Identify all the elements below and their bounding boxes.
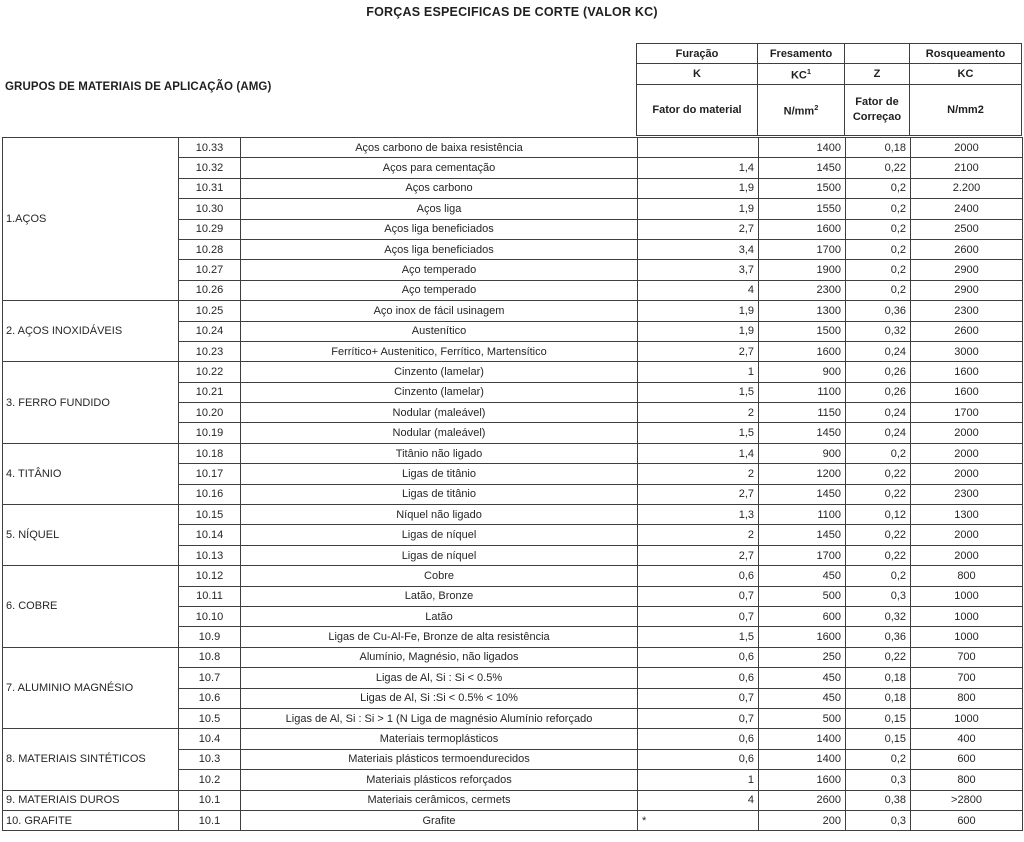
z-factor-cell: 0,32 — [846, 321, 911, 341]
k-factor-cell: 1,4 — [638, 443, 759, 463]
z-factor-cell: 0,2 — [846, 566, 911, 586]
z-factor-cell: 0,2 — [846, 199, 911, 219]
symbol-header-row — [637, 64, 1022, 85]
groups-header-label: GRUPOS DE MATERIAIS DE APLICAÇÃO (AMG) — [5, 81, 272, 93]
z-factor-cell: 0,18 — [846, 688, 911, 708]
material-description-cell: Ligas de Cu-Al-Fe, Bronze de alta resistência — [241, 627, 638, 647]
amg-code-cell: 10.12 — [179, 566, 241, 586]
material-group-name: 2. AÇOS INOXIDÁVEIS — [3, 301, 179, 362]
material-group-name: 10. GRAFITE — [3, 810, 179, 830]
kc-value-cell: 2000 — [911, 443, 1023, 463]
kc-value-cell: 3000 — [911, 341, 1023, 361]
k-factor-cell: 3,4 — [638, 239, 759, 259]
k-factor-cell: 1 — [638, 770, 759, 790]
kc1-value-cell: 1700 — [759, 239, 846, 259]
material-description-cell: Austenítico — [241, 321, 638, 341]
amg-code-cell: 10.17 — [179, 464, 241, 484]
z-factor-cell: 0,22 — [846, 484, 911, 504]
header-kc1-symbol: $KC^1$ — [758, 64, 845, 85]
kc-value-cell: 2000 — [911, 464, 1023, 484]
kc1-value-cell: 1450 — [759, 484, 846, 504]
material-description-cell: Ligas de titânio — [241, 484, 638, 504]
amg-code-cell: 10.1 — [179, 810, 241, 830]
z-factor-cell: 0,18 — [846, 668, 911, 688]
kc1-value-cell: 1600 — [759, 770, 846, 790]
operation-header-row — [637, 44, 1022, 64]
table-row — [3, 138, 1023, 158]
k-factor-cell: 1,9 — [638, 321, 759, 341]
kc-value-cell: 1000 — [911, 586, 1023, 606]
kc1-value-cell: 1450 — [759, 525, 846, 545]
z-factor-cell: 0,22 — [846, 525, 911, 545]
material-group-name: 5. NÍQUEL — [3, 505, 179, 566]
z-factor-cell: 0,15 — [846, 729, 911, 749]
table-row — [3, 729, 1023, 749]
k-factor-cell — [638, 138, 759, 158]
kc1-value-cell: 1400 — [759, 749, 846, 769]
kc1-value-cell: 1600 — [759, 627, 846, 647]
kc-value-cell: 2000 — [911, 545, 1023, 565]
header-kc-unit: N/mm2 — [910, 85, 1022, 136]
kc1-value-cell: 250 — [759, 647, 846, 667]
table-row — [3, 790, 1023, 810]
z-factor-cell: 0,3 — [846, 586, 911, 606]
kc1-value-cell: 450 — [759, 566, 846, 586]
amg-code-cell: 10.2 — [179, 770, 241, 790]
z-factor-cell: 0,3 — [846, 810, 911, 830]
kc-value-cell: 2100 — [911, 158, 1023, 178]
kc1-value-cell: 2300 — [759, 280, 846, 300]
kc-value-cell: 2600 — [911, 321, 1023, 341]
kc1-value-cell: 1100 — [759, 382, 846, 402]
amg-code-cell: 10.5 — [179, 708, 241, 728]
material-description-cell: Ligas de níquel — [241, 525, 638, 545]
amg-code-cell: 10.33 — [179, 138, 241, 158]
material-description-cell: Cinzento (lamelar) — [241, 362, 638, 382]
kc-value-cell: 2300 — [911, 301, 1023, 321]
kc-value-cell: 1600 — [911, 362, 1023, 382]
material-group-name: 3. FERRO FUNDIDO — [3, 362, 179, 444]
amg-code-cell: 10.10 — [179, 606, 241, 626]
kc-value-cell: 1000 — [911, 606, 1023, 626]
kc1-value-cell: 1300 — [759, 301, 846, 321]
k-factor-cell: 1,9 — [638, 178, 759, 198]
material-description-cell: Latão, Bronze — [241, 586, 638, 606]
material-description-cell: Materiais termoplásticos — [241, 729, 638, 749]
k-factor-cell: 2 — [638, 464, 759, 484]
material-description-cell: Cobre — [241, 566, 638, 586]
z-factor-cell: 0,22 — [846, 647, 911, 667]
kc1-value-cell: 500 — [759, 586, 846, 606]
k-factor-cell: 4 — [638, 790, 759, 810]
table-row — [3, 566, 1023, 586]
z-factor-cell: 0,2 — [846, 239, 911, 259]
kc-value-cell: 800 — [911, 566, 1023, 586]
kc-value-cell: 1000 — [911, 627, 1023, 647]
amg-code-cell: 10.20 — [179, 403, 241, 423]
kc1-value-cell: 1450 — [759, 158, 846, 178]
material-group-name: 8. MATERIAIS SINTÉTICOS — [3, 729, 179, 790]
kc-value-cell: 1000 — [911, 708, 1023, 728]
material-description-cell: Aço inox de fácil usinagem — [241, 301, 638, 321]
material-description-cell: Latão — [241, 606, 638, 626]
header-furacao: Furação — [637, 44, 758, 64]
kc-value-cell: 2.200 — [911, 178, 1023, 198]
amg-code-cell: 10.27 — [179, 260, 241, 280]
kc1-value-cell: 1500 — [759, 178, 846, 198]
kc1-value-cell: 1100 — [759, 505, 846, 525]
z-factor-cell: 0,38 — [846, 790, 911, 810]
material-description-cell: Nodular (maleável) — [241, 403, 638, 423]
k-factor-cell: 1,9 — [638, 301, 759, 321]
material-description-cell: Materiais cerâmicos, cermets — [241, 790, 638, 810]
column-header-table — [636, 43, 1022, 136]
amg-code-cell: 10.22 — [179, 362, 241, 382]
z-factor-cell: 0,18 — [846, 138, 911, 158]
k-factor-cell: 1,4 — [638, 158, 759, 178]
kc1-value-cell: 1150 — [759, 403, 846, 423]
amg-code-cell: 10.7 — [179, 668, 241, 688]
table-row — [3, 362, 1023, 382]
k-factor-cell: 0,6 — [638, 749, 759, 769]
kc-value-cell: 1600 — [911, 382, 1023, 402]
kc1-value-cell: 500 — [759, 708, 846, 728]
amg-code-cell: 10.23 — [179, 341, 241, 361]
amg-code-cell: 10.31 — [179, 178, 241, 198]
header-k-symbol: K — [637, 64, 758, 85]
material-description-cell: Aços carbono — [241, 178, 638, 198]
k-factor-cell: 0,6 — [638, 647, 759, 667]
amg-code-cell: 10.18 — [179, 443, 241, 463]
material-description-cell: Ligas de Al, Si : Si < 0.5% — [241, 668, 638, 688]
kc-value-cell: 2900 — [911, 280, 1023, 300]
k-factor-cell: 2,7 — [638, 219, 759, 239]
kc-value-cell: 600 — [911, 749, 1023, 769]
k-factor-cell: * — [638, 810, 759, 830]
material-group-name: 6. COBRE — [3, 566, 179, 648]
kc-value-cell: 2600 — [911, 239, 1023, 259]
k-factor-cell: 3,7 — [638, 260, 759, 280]
kc1-value-cell: 1400 — [759, 729, 846, 749]
kc-value-cell: 700 — [911, 647, 1023, 667]
kc-value-cell: 800 — [911, 770, 1023, 790]
kc1-value-cell: 1550 — [759, 199, 846, 219]
unit-header-row — [637, 85, 1022, 136]
amg-code-cell: 10.30 — [179, 199, 241, 219]
z-factor-cell: 0,3 — [846, 770, 911, 790]
table-row — [3, 443, 1023, 463]
k-factor-cell: 2,7 — [638, 545, 759, 565]
kc1-value-cell: 900 — [759, 443, 846, 463]
amg-code-cell: 10.19 — [179, 423, 241, 443]
material-description-cell: Ligas de Al, Si :Si < 0.5% < 10% — [241, 688, 638, 708]
amg-code-cell: 10.32 — [179, 158, 241, 178]
kc1-value-cell: 1500 — [759, 321, 846, 341]
k-factor-cell: 4 — [638, 280, 759, 300]
amg-code-cell: 10.1 — [179, 790, 241, 810]
amg-code-cell: 10.4 — [179, 729, 241, 749]
amg-code-cell: 10.25 — [179, 301, 241, 321]
header-rosqueamento: Rosqueamento — [910, 44, 1022, 64]
z-factor-cell: 0,2 — [846, 280, 911, 300]
material-description-cell: Nodular (maleável) — [241, 423, 638, 443]
kc-value-cell: 600 — [911, 810, 1023, 830]
material-description-cell: Ferrítico+ Austenitico, Ferrítico, Martensítico — [241, 341, 638, 361]
header-fresamento: Fresamento — [758, 44, 845, 64]
k-factor-cell: 2 — [638, 525, 759, 545]
material-group-name: 7. ALUMINIO MAGNÉSIO — [3, 647, 179, 729]
amg-code-cell: 10.13 — [179, 545, 241, 565]
z-factor-cell: 0,24 — [846, 341, 911, 361]
amg-code-cell: 10.11 — [179, 586, 241, 606]
k-factor-cell: 1,5 — [638, 423, 759, 443]
kc1-value-cell: 1900 — [759, 260, 846, 280]
material-description-cell: Níquel não ligado — [241, 505, 638, 525]
amg-code-cell: 10.9 — [179, 627, 241, 647]
amg-code-cell: 10.26 — [179, 280, 241, 300]
kc-value-cell: 2900 — [911, 260, 1023, 280]
z-factor-cell: 0,32 — [846, 606, 911, 626]
materials-table — [2, 137, 1023, 831]
kc-value-cell: 800 — [911, 688, 1023, 708]
k-factor-cell: 1,5 — [638, 382, 759, 402]
material-description-cell: Aços liga beneficiados — [241, 219, 638, 239]
amg-code-cell: 10.28 — [179, 239, 241, 259]
k-factor-cell: 0,6 — [638, 729, 759, 749]
kc-value-cell: >2800 — [911, 790, 1023, 810]
k-factor-cell: 0,7 — [638, 606, 759, 626]
material-group-name: 4. TITÂNIO — [3, 443, 179, 504]
kc1-value-cell: 1600 — [759, 341, 846, 361]
material-description-cell: Materiais plásticos reforçados — [241, 770, 638, 790]
amg-code-cell: 10.24 — [179, 321, 241, 341]
kc1-superscript: 1 — [806, 66, 812, 76]
k-factor-cell: 2 — [638, 403, 759, 423]
amg-code-cell: 10.21 — [179, 382, 241, 402]
k-factor-cell: 1,9 — [638, 199, 759, 219]
z-factor-cell: 0,22 — [846, 464, 911, 484]
z-factor-cell: 0,24 — [846, 403, 911, 423]
k-factor-cell: 1,5 — [638, 627, 759, 647]
material-description-cell: Materiais plásticos termoendurecidos — [241, 749, 638, 769]
kc1-value-cell: 600 — [759, 606, 846, 626]
material-group-name: 1.AÇOS — [3, 138, 179, 301]
material-description-cell: Alumínio, Magnésio, não ligados — [241, 647, 638, 667]
kc-value-cell: 1300 — [911, 505, 1023, 525]
nmm2-superscript: 2 — [814, 102, 819, 112]
z-factor-cell: 0,36 — [846, 301, 911, 321]
k-factor-cell: 0,6 — [638, 668, 759, 688]
header-k-unit: Fator do material — [637, 85, 758, 136]
z-factor-cell: 0,2 — [846, 749, 911, 769]
z-factor-cell: 0,2 — [846, 443, 911, 463]
material-description-cell: Aços para cementação — [241, 158, 638, 178]
amg-code-cell: 10.16 — [179, 484, 241, 504]
k-factor-cell: 1 — [638, 362, 759, 382]
kc1-value-cell: 450 — [759, 668, 846, 688]
material-description-cell: Titânio não ligado — [241, 443, 638, 463]
header-kc1-unit: $N/mm^2$ — [758, 85, 845, 136]
k-factor-cell: 2,7 — [638, 484, 759, 504]
table-row — [3, 810, 1023, 830]
z-factor-cell: 0,2 — [846, 178, 911, 198]
material-description-cell: Ligas de titânio — [241, 464, 638, 484]
z-factor-cell: 0,26 — [846, 382, 911, 402]
material-description-cell: Aço temperado — [241, 280, 638, 300]
table-row — [3, 301, 1023, 321]
kc-value-cell: 2500 — [911, 219, 1023, 239]
header-blank-cell — [845, 44, 910, 64]
amg-code-cell: 10.8 — [179, 647, 241, 667]
z-factor-cell: 0,22 — [846, 158, 911, 178]
kc1-value-cell: 450 — [759, 688, 846, 708]
amg-code-cell: 10.15 — [179, 505, 241, 525]
material-description-cell: Aços carbono de baixa resistência — [241, 138, 638, 158]
material-description-cell: Grafite — [241, 810, 638, 830]
z-factor-cell: 0,24 — [846, 423, 911, 443]
kc-value-cell: 400 — [911, 729, 1023, 749]
z-factor-cell: 0,12 — [846, 505, 911, 525]
material-description-cell: Cinzento (lamelar) — [241, 382, 638, 402]
kc-value-cell: 2000 — [911, 525, 1023, 545]
k-factor-cell: 2,7 — [638, 341, 759, 361]
kc-value-cell: 2000 — [911, 423, 1023, 443]
kc-value-cell: 1700 — [911, 403, 1023, 423]
kc1-value-cell: 1700 — [759, 545, 846, 565]
material-description-cell: Aços liga beneficiados — [241, 239, 638, 259]
kc1-value-cell: 1450 — [759, 423, 846, 443]
amg-code-cell: 10.14 — [179, 525, 241, 545]
amg-code-cell: 10.3 — [179, 749, 241, 769]
page-title: FORÇAS ESPECIFICAS DE CORTE (VALOR KC) — [366, 5, 658, 19]
material-description-cell: Aços liga — [241, 199, 638, 219]
kc-value-cell: 2300 — [911, 484, 1023, 504]
kc-value-cell: 700 — [911, 668, 1023, 688]
table-row — [3, 505, 1023, 525]
material-description-cell: Aço temperado — [241, 260, 638, 280]
header-z-unit: Fator de Correçao — [845, 85, 910, 136]
kc1-value-cell: 900 — [759, 362, 846, 382]
z-factor-cell: 0,2 — [846, 219, 911, 239]
z-factor-cell: 0,15 — [846, 708, 911, 728]
material-group-name: 9. MATERIAIS DUROS — [3, 790, 179, 810]
k-factor-cell: 0,7 — [638, 708, 759, 728]
z-factor-cell: 0,22 — [846, 545, 911, 565]
kc1-value-cell: 1200 — [759, 464, 846, 484]
table-row — [3, 647, 1023, 667]
amg-code-cell: 10.6 — [179, 688, 241, 708]
k-factor-cell: 0,6 — [638, 566, 759, 586]
kc1-value-cell: 200 — [759, 810, 846, 830]
k-factor-cell: 1,3 — [638, 505, 759, 525]
kc1-value-cell: 1400 — [759, 138, 846, 158]
z-factor-cell: 0,26 — [846, 362, 911, 382]
material-description-cell: Ligas de níquel — [241, 545, 638, 565]
kc1-value-cell: 1600 — [759, 219, 846, 239]
k-factor-cell: 0,7 — [638, 688, 759, 708]
material-description-cell: Ligas de Al, Si : Si > 1 (N Liga de magnésio Alumínio reforçado — [241, 708, 638, 728]
z-factor-cell: 0,36 — [846, 627, 911, 647]
k-factor-cell: 0,7 — [638, 586, 759, 606]
kc-value-cell: 2400 — [911, 199, 1023, 219]
kc-value-cell: 2000 — [911, 138, 1023, 158]
z-factor-cell: 0,2 — [846, 260, 911, 280]
kc1-value-cell: 2600 — [759, 790, 846, 810]
header-z-symbol: Z — [845, 64, 910, 85]
amg-code-cell: 10.29 — [179, 219, 241, 239]
header-kc-symbol: KC — [910, 64, 1022, 85]
